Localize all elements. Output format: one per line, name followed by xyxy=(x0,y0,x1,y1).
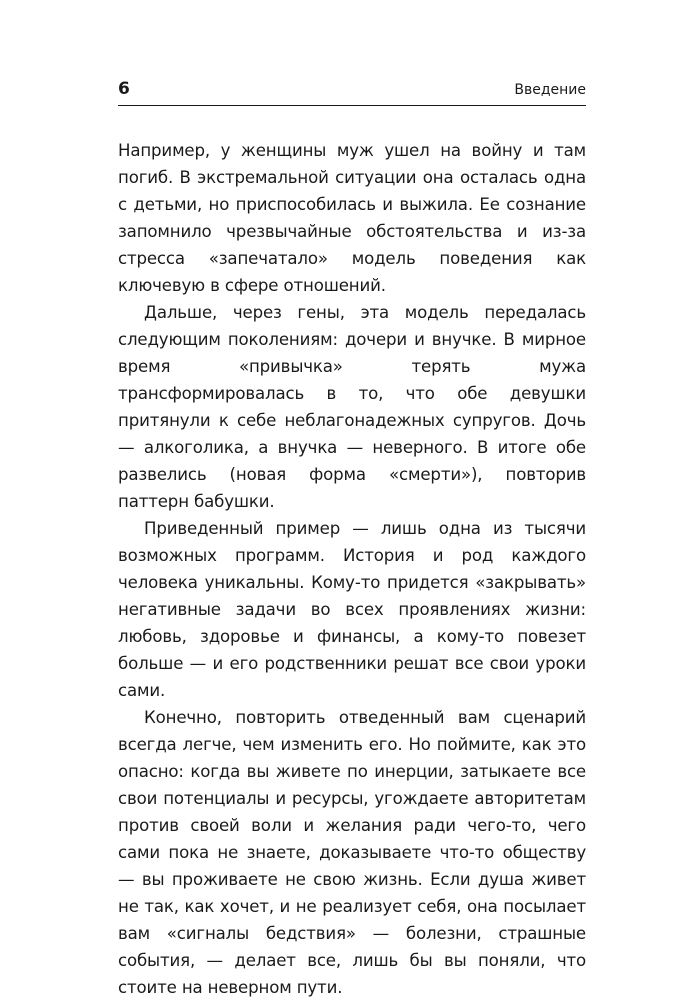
body-text xyxy=(118,137,586,1001)
page-number: 6 xyxy=(118,79,130,99)
running-title: Введение xyxy=(514,82,586,98)
paragraph: Дальше, через гены, эта модель передалась следующим поколениям: дочери и внучке. В мирное время «привычка» терять мужа трансформировалась в то, что обе девушки притянули к себе неблагонадежных супругов. Дочь — алкоголика, а внучка — неверного. В итоге обе развелись (новая форма «смерти»), повторив паттерн бабушки. xyxy=(118,303,586,511)
paragraph: Приведенный пример — лишь одна из тысячи возможных программ. История и род каждого человека уникальны. Кому-то придется «закрывать» негативные задачи во всех проявлениях жизни: любовь, здоровье и финансы, а кому-то повезет больше — и его родственники решат все свои уроки сами. xyxy=(118,519,586,700)
page-header xyxy=(118,78,586,104)
paragraph: Например, у женщины муж ушел на войну и там погиб. В экстремальной ситуации она осталась одна с детьми, но приспособилась и выжила. Ее сознание запомнило чрезвычайные обстоятельства и из-за стресса «запечатало» модель поведения как ключевую в сфере отношений. xyxy=(118,141,586,295)
paragraph: Конечно, повторить отведенный вам сценарий всегда легче, чем изменить его. Но поймите, как это опасно: когда вы живете по инерции, затыкаете все свои потенциалы и ресурсы, угождаете авторитетам против своей воли и желания ради чего-то, чего сами пока не знаете, доказываете что-то обществу — вы проживаете не свою жизнь. Если душа живет не так, как хочет, и не реализует себя, она посылает вам «сигналы бедствия» — болезни, страшные события, — делает все, лишь бы вы поняли, что стоите на неверном пути. xyxy=(118,708,586,997)
header-divider xyxy=(118,105,586,106)
